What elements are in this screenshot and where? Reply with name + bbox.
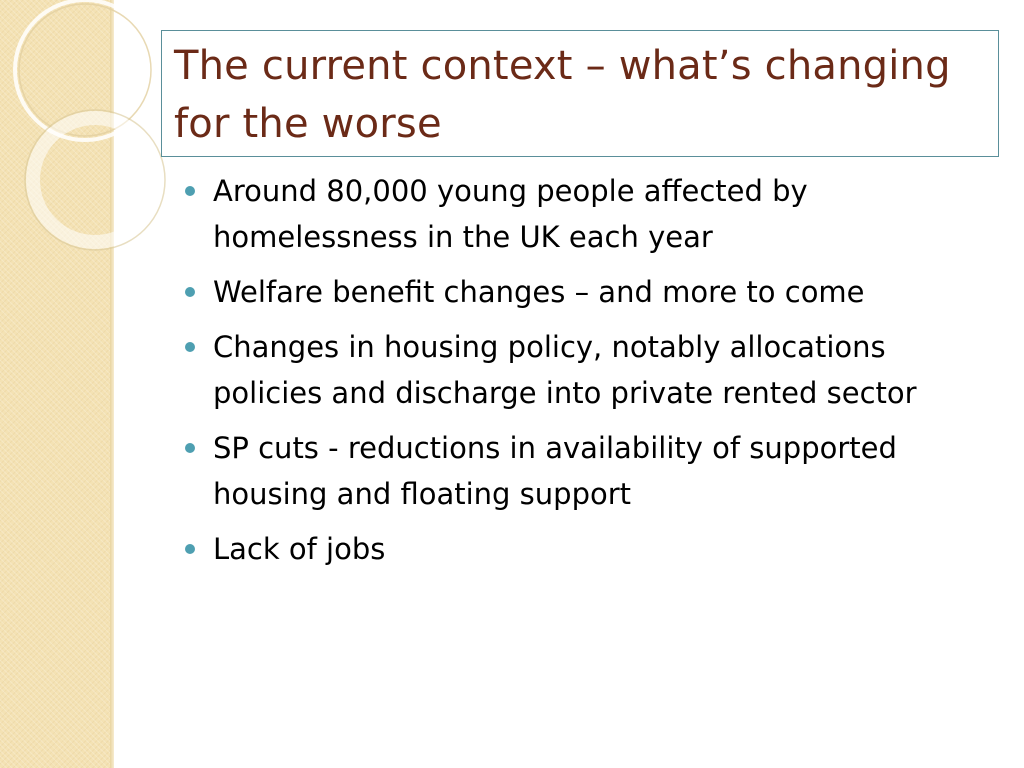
bullet-text: SP cuts - reductions in availability of supported housing and floating support [213,431,897,511]
bullet-item [183,425,963,517]
bullet-text: Welfare benefit changes – and more to come [213,275,865,309]
bullet-dot-icon [185,342,195,352]
title-box [161,30,999,157]
bullet-text: Changes in housing policy, notably allocations policies and discharge into private rented sector [213,330,917,410]
bullet-list [183,168,963,581]
bullet-text: Around 80,000 young people affected by homelessness in the UK each year [213,174,808,254]
bullet-item [183,269,963,315]
slide-title: The current context – what’s changing for the worse [174,43,951,147]
decorative-side-band [0,0,110,768]
bullet-dot-icon [185,287,195,297]
bullet-item [183,324,963,416]
bullet-text: Lack of jobs [213,532,386,566]
bullet-item [183,168,963,260]
bullet-dot-icon [185,544,195,554]
bullet-dot-icon [185,443,195,453]
bullet-item [183,526,963,572]
side-band-edge [110,0,114,768]
bullet-dot-icon [185,186,195,196]
